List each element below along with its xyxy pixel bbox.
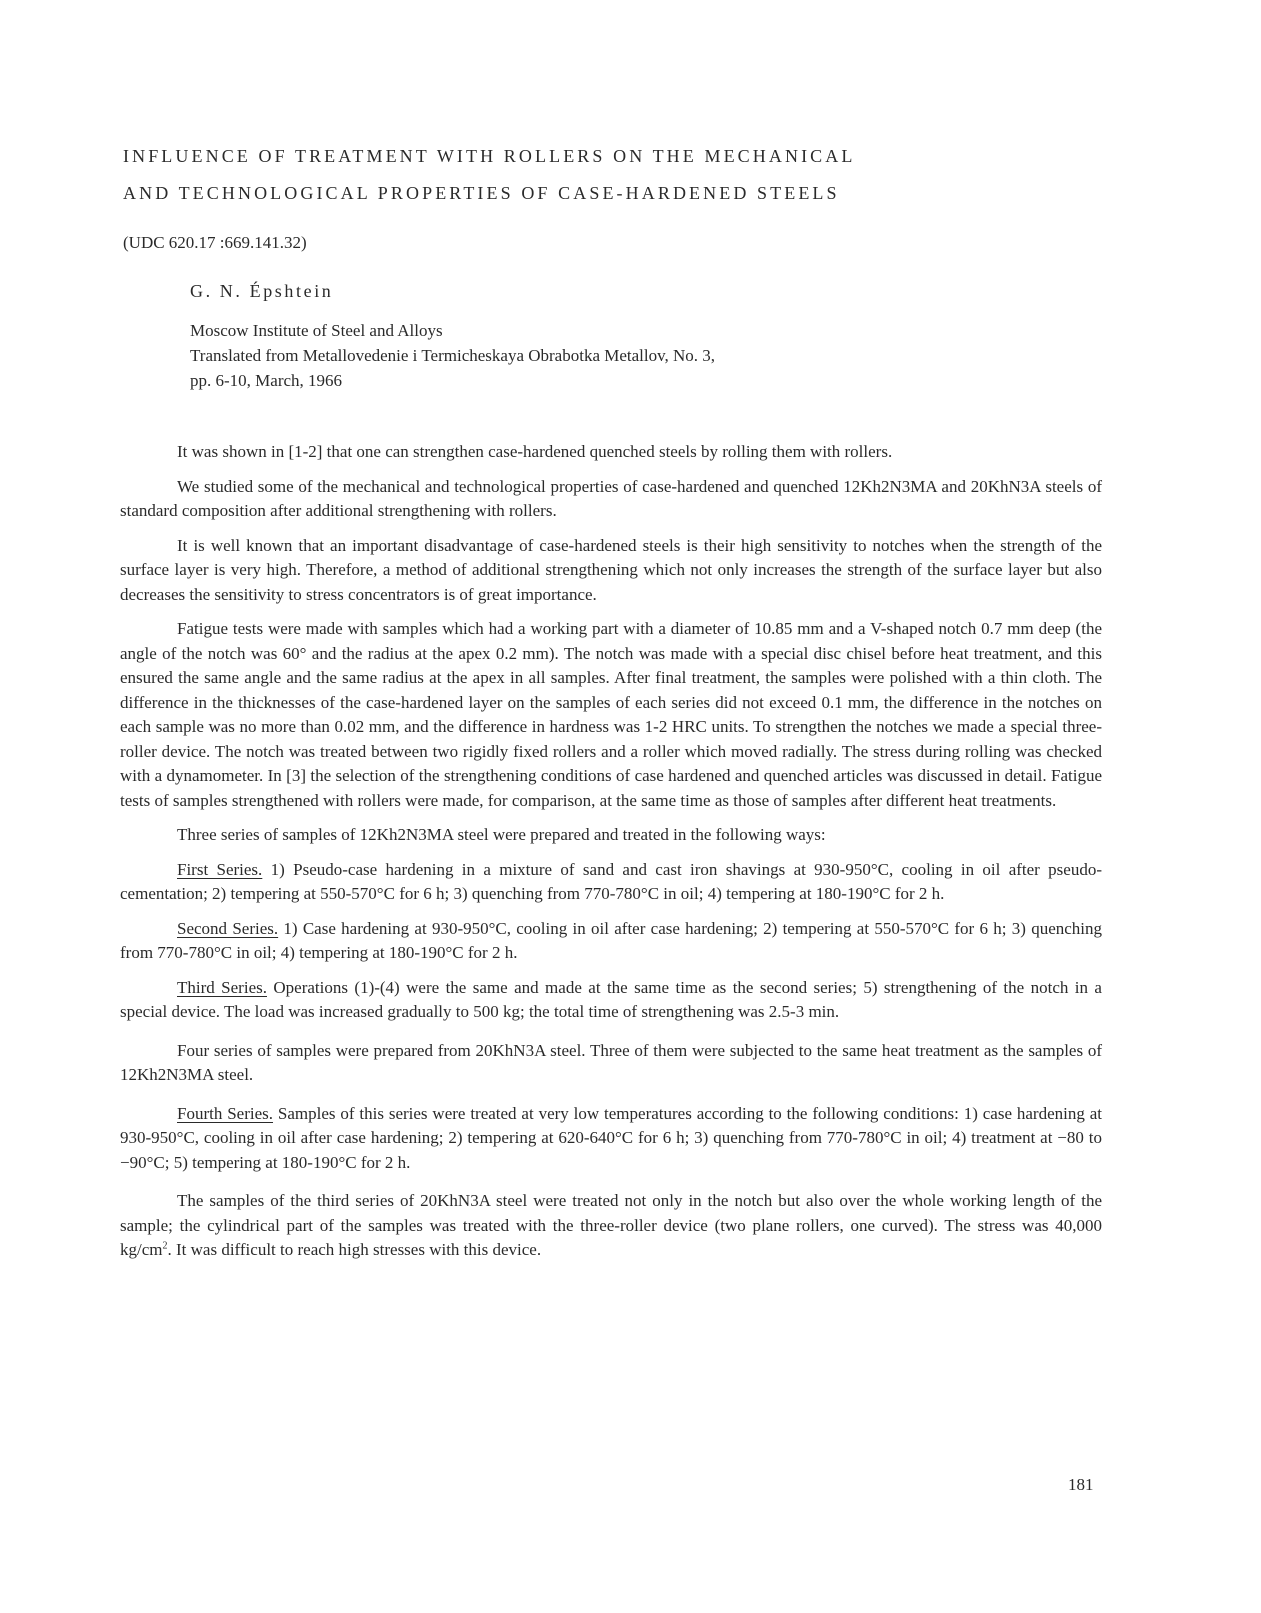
paragraph: We studied some of the mechanical and technological properties of case-hardened and quenched 12Kh2N3MA and 20KhN3A steels of standard composition after additional strengthening with rollers. — [120, 476, 1102, 520]
paragraph: It is well known that an important disadvantage of case-hardened steels is their high sensitivity to notches when the strength of the surface layer is very high. Therefore, a method of additional strengthening which not only increases the strength of the surface layer but also decreases the sensitivity to stress concentrators is of great importance. — [120, 535, 1102, 604]
paragraph: Three series of samples of 12Kh2N3MA steel were prepared and treated in the following ways: — [177, 825, 826, 844]
paragraph-fourth-series — [120, 1102, 1102, 1176]
superscript: 2 — [162, 1240, 168, 1252]
author-name: G. N. Épshtein — [190, 281, 334, 301]
series-text: Operations (1)-(4) were the same and made at the same time as the second series; 5) strengthening of the notch in a special device. The load was increased gradually to 500 kg; the total time of strengthening was 2.5-3 min. — [120, 977, 1102, 1021]
title-line-2: AND TECHNOLOGICAL PROPERTIES OF CASE-HARDENED STEELS — [123, 183, 840, 203]
paragraph-third-series — [120, 976, 1102, 1025]
paragraph-text-end: . It was difficult to reach high stresses with this device. — [167, 1240, 542, 1259]
paragraph: It was shown in [1-2] that one can strengthen case-hardened quenched steels by rolling them with rollers. — [177, 442, 893, 461]
series-label: First Series. — [177, 859, 263, 879]
paragraph-first-series — [120, 858, 1102, 907]
article-body — [120, 440, 1102, 1273]
series-label: Fourth Series. — [177, 1103, 274, 1123]
affiliation-line: Moscow Institute of Steel and Alloys — [190, 321, 443, 340]
paragraph-text: The samples of the third series of 20KhN3A steel were treated not only in the notch but also over the whole working length of the sample; the cylindrical part of the samples was treated with the three-roller device (two plane rollers, one curved). The stress was 40,000 kg/cm — [120, 1191, 1102, 1259]
series-text: Samples of this series were treated at very low temperatures according to the following conditions: 1) case hardening at 930-950°C, cooling in oil after case hardening; 2) tempering at 620-640°C for 6 h; 3) quenching from 770-780°C in oil; 4) treatment at −80 to −90°C; 5) tempering at 180-190°C for 2 h. — [120, 1103, 1102, 1172]
series-text: 1) Case hardening at 930-950°C, cooling in oil after case hardening; 2) tempering at 550-570°C for 6 h; 3) quenching from 770-780°C in oil; 4) tempering at 180-190°C for 2 h. — [120, 918, 1103, 962]
page-number: 181 — [1068, 1475, 1094, 1494]
translation-source-line: Translated from Metallovedenie i Termicheskaya Obrabotka Metallov, No. 3, — [190, 346, 716, 365]
paragraph-second-series — [120, 917, 1102, 966]
paragraph: Four series of samples were prepared from 20KhN3A steel. Three of them were subjected to the same heat treatment as the samples of 12Kh2N3MA steel. — [120, 1040, 1102, 1084]
title-line-1: INFLUENCE OF TREATMENT WITH ROLLERS ON THE MECHANICAL — [123, 146, 856, 166]
series-label: Second Series. — [177, 918, 279, 938]
paragraph: Fatigue tests were made with samples which had a working part with a diameter of 10.85 mm and a V-shaped notch 0.7 mm deep (the angle of the notch was 60° and the radius at the apex 0.2 mm). The notch was made with a special disc chisel before heat treatment, and this ensured the same angle and the same radius at the apex in all samples. After final treatment, the samples were polished with a thin cloth. The difference in the thicknesses of the case-hardened layer on the samples of each series did not exceed 0.1 mm, the difference in the notches on each sample was no more than 0.02 mm, and the difference in hardness was 1-2 HRC units. To strengthen the notches we made a special three-roller device. The notch was treated between two rigidly fixed rollers and a roller which moved radially. The stress during rolling was checked with a dynamometer. In [3] the selection of the strengthening conditions of case hardened and quenched articles was discussed in detail. Fatigue tests of samples strengthened with rollers were made, for comparison, at the same time as those of samples after different heat treatments. — [120, 619, 1102, 810]
udc-code: (UDC 620.17 :669.141.32) — [123, 233, 307, 252]
paragraph — [120, 1189, 1102, 1263]
affiliation-block — [190, 318, 715, 393]
series-text: 1) Pseudo-case hardening in a mixture of sand and cast iron shavings at 930-950°C, cooling in oil after pseudo-cementation; 2) tempering at 550-570°C for 6 h; 3) quenching from 770-780°C in oil; 4) tempering at 180-190°C for 2 h. — [120, 859, 1102, 903]
series-label: Third Series. — [177, 977, 267, 997]
pages-date-line: pp. 6-10, March, 1966 — [190, 371, 343, 390]
